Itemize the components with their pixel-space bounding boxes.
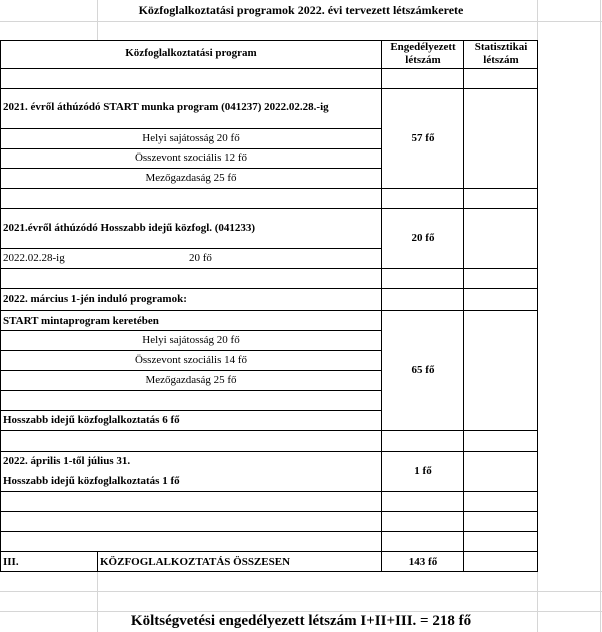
row-divider [0, 168, 382, 169]
row-divider [0, 410, 382, 411]
row-divider [0, 188, 538, 189]
row-divider [0, 128, 382, 129]
row-divider [0, 451, 538, 452]
section3-subtitle: START mintaprogram keretében [3, 315, 159, 327]
main-table [0, 40, 538, 572]
row-divider [0, 350, 382, 351]
section3-approved: 65 fő [411, 364, 435, 376]
row-divider [0, 68, 538, 69]
section1-item: Mezőgazdaság 25 fő [145, 172, 237, 184]
grid-row-line [0, 591, 602, 592]
row-divider [0, 491, 538, 492]
section3-long-term: Hosszabb idejű közfoglalkoztatás 6 fő [3, 414, 180, 426]
row-divider [0, 430, 538, 431]
row-divider [0, 288, 538, 289]
section4-title: 2022. április 1-től július 31. [3, 455, 131, 467]
grid-column-line [600, 0, 601, 632]
row-divider [0, 148, 382, 149]
header-statistical-line1: Statisztikai [474, 41, 528, 53]
section2-date: 2022.02.28-ig [3, 252, 65, 264]
section3-title: 2022. március 1-jén induló programok: [3, 293, 187, 305]
budget-total-footer: Költségvetési engedélyezett létszám I+II+III. = 218 fő [130, 613, 472, 629]
column-divider-total [97, 551, 98, 572]
row-divider [0, 88, 538, 89]
section3-item: Összevont szociális 14 fő [134, 354, 248, 366]
section3-item: Helyi sajátosság 20 fő [142, 334, 240, 346]
total-roman-numeral: III. [3, 556, 19, 568]
section4-approved: 1 fő [414, 465, 432, 477]
row-divider [0, 551, 538, 552]
header-statistical-line2: létszám [483, 54, 519, 66]
row-divider [0, 511, 538, 512]
row-divider [0, 268, 538, 269]
row-divider [0, 390, 382, 391]
total-value: 143 fő [408, 556, 438, 568]
section4-long-term: Hosszabb idejű közfoglalkoztatás 1 fő [3, 475, 180, 487]
header-approved-line2: létszám [405, 54, 441, 66]
section2-approved: 20 fő [411, 232, 435, 244]
row-divider [0, 531, 538, 532]
section1-item: Helyi sajátosság 20 fő [142, 132, 240, 144]
row-divider [0, 208, 538, 209]
header-approved-line1: Engedélyezett [390, 41, 456, 53]
page-title: Közfoglalkoztatási programok 2022. évi tervezett létszámkerete [138, 3, 464, 17]
section1-approved: 57 fő [411, 132, 435, 144]
grid-row-line [0, 21, 602, 22]
column-divider-statistical [463, 40, 464, 572]
section2-count: 20 fő [189, 252, 212, 264]
row-divider [0, 330, 382, 331]
row-divider [0, 370, 382, 371]
total-label: KÖZFOGLALKOZTATÁS ÖSSZESEN [100, 556, 291, 568]
row-divider [0, 310, 538, 311]
section3-item: Mezőgazdaság 25 fő [145, 374, 237, 386]
column-divider-approved [381, 40, 382, 572]
row-divider [0, 248, 382, 249]
section1-item: Összevont szociális 12 fő [134, 152, 248, 164]
section1-title: 2021. évről áthúzódó START munka program (041237) 2022.02.28.-ig [3, 101, 329, 113]
section2-title: 2021.évről áthúzódó Hosszabb idejű közfogl. (041233) [3, 222, 256, 234]
header-program: Közfoglalkoztatási program [125, 47, 257, 59]
